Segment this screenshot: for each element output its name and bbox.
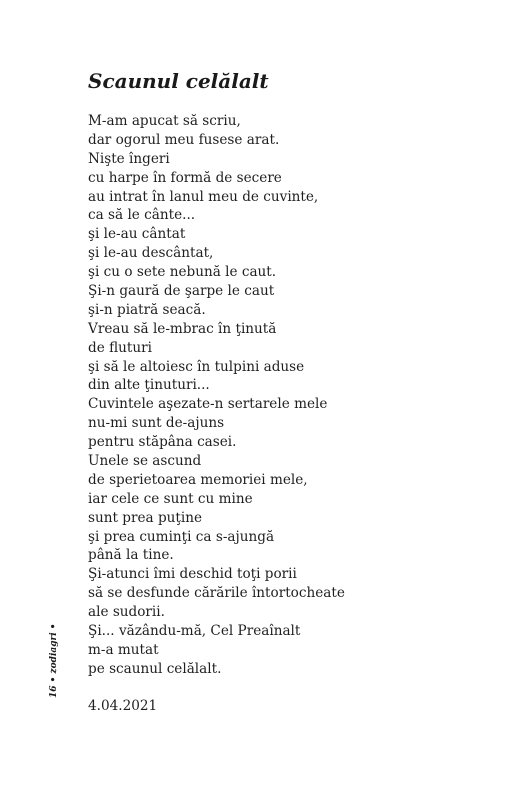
poem-line: Vreau să le-mbrac în ţinută: [88, 320, 277, 337]
poem-line: Şi... văzându-mă, Cel Preaînalt: [88, 623, 301, 640]
poem-line: Unele se ascund: [88, 453, 202, 470]
poem-line: au intrat în lanul meu de cuvinte,: [88, 188, 319, 205]
poem-line: Şi-atunci îmi deschid toţi porii: [88, 566, 297, 583]
poem-line: Cuvintele aşezate-n sertarele mele: [88, 396, 328, 413]
poem-body: [88, 112, 345, 679]
poem-line: pe scaunul celălalt.: [88, 660, 222, 677]
poem-line: şi le-au descântat,: [88, 245, 214, 262]
poem-line: de fluturi: [88, 339, 152, 356]
poem-line: pentru stăpâna casei.: [88, 434, 237, 451]
poem-line: iar cele ce sunt cu mine: [88, 490, 253, 507]
poem-line: şi cu o sete nebună le caut.: [88, 264, 277, 281]
poem-line: din alte ţinuturi...: [88, 377, 210, 394]
poem-date: 4.04.2021: [88, 698, 158, 714]
poem-line: M-am apucat să scriu,: [88, 113, 241, 129]
poem-line: ca să le cânte...: [88, 207, 196, 224]
poem-line: dar ogorul meu fusese arat.: [88, 131, 280, 148]
poem-line: şi prea cuminţi ca s-ajungă: [88, 528, 275, 545]
poem-line: sunt prea puţine: [88, 509, 203, 526]
poem-line: şi-n piatră seacă.: [88, 301, 206, 318]
poem-line: până la tine.: [88, 547, 174, 564]
poem-line: Şi-n gaură de şarpe le caut: [88, 283, 275, 300]
poem-line: nu-mi sunt de-ajuns: [88, 415, 225, 432]
poem-line: şi le-au cântat: [88, 226, 186, 243]
poem-line: m-a mutat: [88, 641, 159, 658]
poem-line: Nişte îngeri: [88, 150, 170, 167]
poem-line: cu harpe în formă de secere: [88, 169, 282, 186]
poem-title: Scaunul celălalt: [88, 69, 269, 93]
poem-line: să se desfunde cărările întortocheate: [88, 585, 345, 602]
poem-line: de sperietoarea memoriei mele,: [88, 471, 308, 488]
poem-line: şi să le altoiesc în tulpini aduse: [88, 358, 305, 375]
poem-line: ale sudorii.: [88, 604, 165, 621]
page-folio: 16 • zodiagri •: [49, 623, 59, 698]
